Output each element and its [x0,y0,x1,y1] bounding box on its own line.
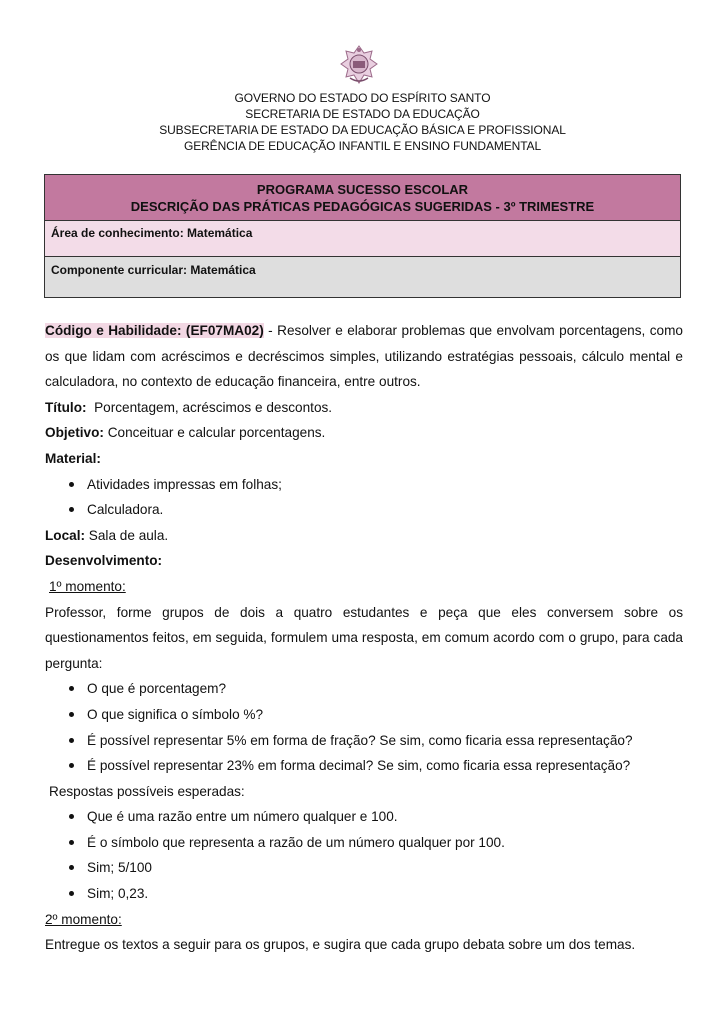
development-label: Desenvolvimento: [45,553,163,569]
local-label: Local: [45,527,86,543]
government-header [0,90,725,154]
title-line [45,395,683,421]
state-seal-logo [338,44,380,86]
list-item: É possível representar 5% em forma de fração? Se sim, como ficaria essa representação? [45,728,683,754]
objective-label: Objetivo: [45,425,104,441]
program-info-box [44,174,681,298]
list-item: O que é porcentagem? [45,676,683,702]
skill-text: - Resolver e elaborar problemas que envolvam porcentagens, como os que lidam com acréscimos e decréscimos simples, utilizando estratégias pessoais, cálculo mental e calculadora, no contexto de educação financeira, entre outros. [45,323,683,390]
list-item: Calculadora. [45,497,683,523]
moment2-line [45,907,683,933]
moment2-label: 2º momento: [45,911,122,927]
list-item: Atividades impressas em folhas; [45,472,683,498]
list-item: É possível representar 23% em forma decimal? Se sim, como ficaria essa representação? [45,753,683,779]
moment2-text: Entregue os textos a seguir para os grupos, e sugira que cada grupo debata sobre um dos temas. [45,937,636,953]
material-list [45,472,683,523]
answers-label: Respostas possíveis esperadas: [49,783,245,799]
question-list [45,676,683,778]
list-item: Que é uma razão entre um número qualquer e 100. [45,804,683,830]
local-line [45,523,683,549]
title-label: Título: [45,399,87,415]
objective-line [45,420,683,446]
program-subtitle: DESCRIÇÃO DAS PRÁTICAS PEDAGÓGICAS SUGERIDAS - 3º TRIMESTRE [130,199,595,214]
list-item: Sim; 0,23. [45,881,683,907]
moment1-line [45,574,683,600]
curricular-component-row: Componente curricular: Matemática [45,257,680,297]
skill-label: Código e Habilidade: (EF07MA02) [45,323,264,338]
skill-paragraph [45,318,683,395]
header-line-secretariat: SECRETARIA DE ESTADO DA EDUCAÇÃO [245,107,480,121]
objective-text: Conceituar e calcular porcentagens. [103,425,326,441]
local-text: Sala de aula. [85,527,169,543]
list-item: É o símbolo que representa a razão de um número qualquer por 100. [45,830,683,856]
moment1-text: Professor, forme grupos de dois a quatro estudantes e peça que eles conversem sobre os questionamentos feitos, em seguida, formulem uma resposta, em comum acordo com o grupo, para cada pergunta: [45,604,683,671]
program-box-header [45,175,680,221]
moment1-label: 1º momento: [49,578,126,594]
header-line-subsecretariat: SUBSECRETARIA DE ESTADO DA EDUCAÇÃO BÁSICA E PROFISSIONAL [159,123,566,137]
material-label: Material: [45,450,101,466]
knowledge-area-row: Área de conhecimento: Matemática [45,221,680,257]
answer-list [45,804,683,906]
header-line-management: GERÊNCIA DE EDUCAÇÃO INFANTIL E ENSINO FUNDAMENTAL [183,139,542,153]
title-text: Porcentagem, acréscimos e descontos. [86,399,333,415]
lesson-content [45,318,683,958]
program-title: PROGRAMA SUCESSO ESCOLAR [256,182,469,197]
list-item: Sim; 5/100 [45,855,683,881]
header-line-state: GOVERNO DO ESTADO DO ESPÍRITO SANTO [234,91,491,105]
list-item: O que significa o símbolo %? [45,702,683,728]
